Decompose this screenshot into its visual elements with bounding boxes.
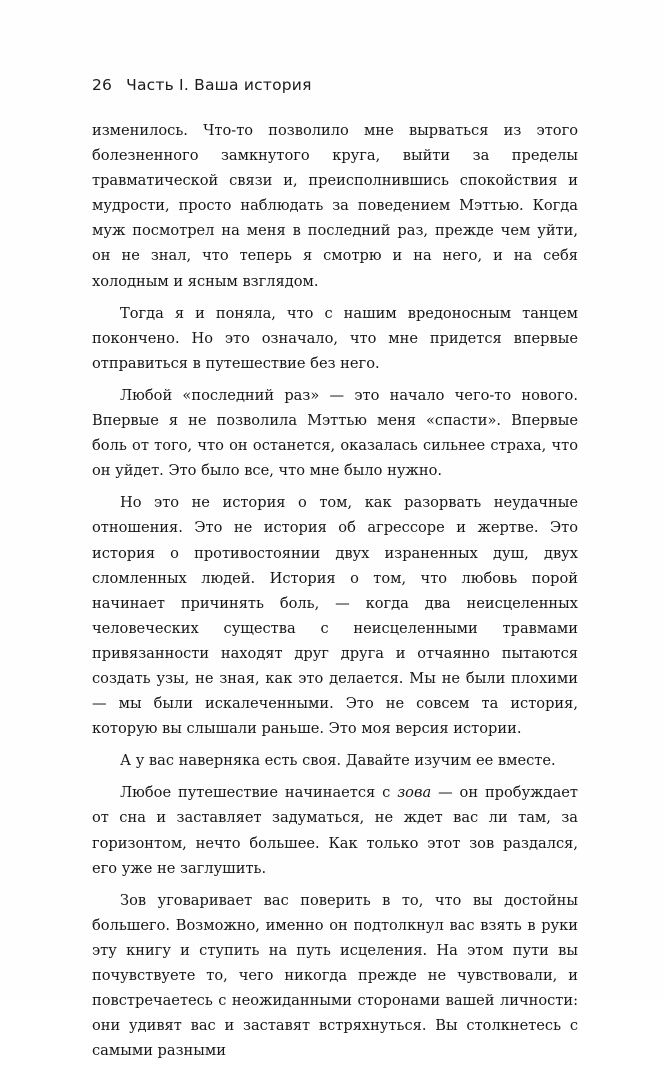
running-header [92,76,312,94]
paragraph-3: Любой «последний раз» — это начало чего-то нового. Впервые я не позволила Мэттью меня «спасти». Впервые боль от того, что он останется, оказалась сильнее страха, что он уйдет. Это было все, что мне было нужно. [92,386,578,480]
paragraph-5: А у вас наверняка есть своя. Давайте изучим ее вместе. [120,752,556,770]
paragraph-4: Но это не история о том, как разорвать неудачные отношения. Это не история об агрессоре и жертве. Это история о противостоянии двух израненных душ, двух сломленных людей. История о том, что любовь порой начинает причинять боль, — когда два неисцеленных человеческих существа с неисцеленными травмами привязанности находят друг друга и отчаянно пытаются создать узы, не зная, как это делается. Мы не были плохими — мы были искалеченными. Это не совсем та история, которую вы слышали раньше. Это моя версия истории. [92,494,578,738]
paragraph-1: изменилось. Что-то позволило мне вырваться из этого болезненного замкнутого круга, выйти за пределы травматической связи и, преисполнившись спокойствия и мудрости, просто наблюдать за поведением Мэттью. Когда муж посмотрел на меня в последний раз, прежде чем уйти, он не знал, что теперь я смотрю и на него, и на себя холодным и ясным взглядом. [92,122,578,290]
body-text [92,118,578,1070]
paragraph-6-end: — он пробуждает от сна и заставляет задуматься, не ждет вас ли там, за горизонтом, нечто большее. Как только этот зов раздался, его уже не заглушить. [92,784,579,877]
paragraph-2: Тогда я и поняла, что с нашим вредоносным танцем покончено. Но это означало, что мне придется впервые отправиться в путешествие без него. [92,304,578,372]
part-label: Часть I. [126,76,189,94]
emphasis-zova: зова [397,784,432,802]
paragraph-6-start: Любое путешествие начинается с [120,784,398,802]
paragraph-7: Зов уговаривает вас поверить в то, что вы достойны большего. Возможно, именно он подтолкнул вас взять в руки эту книгу и ступить на путь исцеления. На этом пути вы почувствуете то, чего никогда прежде не чувствовали, и повстречаетесь с неожиданными сторонами вашей личности: они удивят вас и заставят встряхнуться. Вы столкнетесь с самыми разными [92,891,578,1060]
page-number: 26 [92,76,113,94]
paragraph-6 [92,780,578,880]
part-title: Ваша история [194,76,312,94]
